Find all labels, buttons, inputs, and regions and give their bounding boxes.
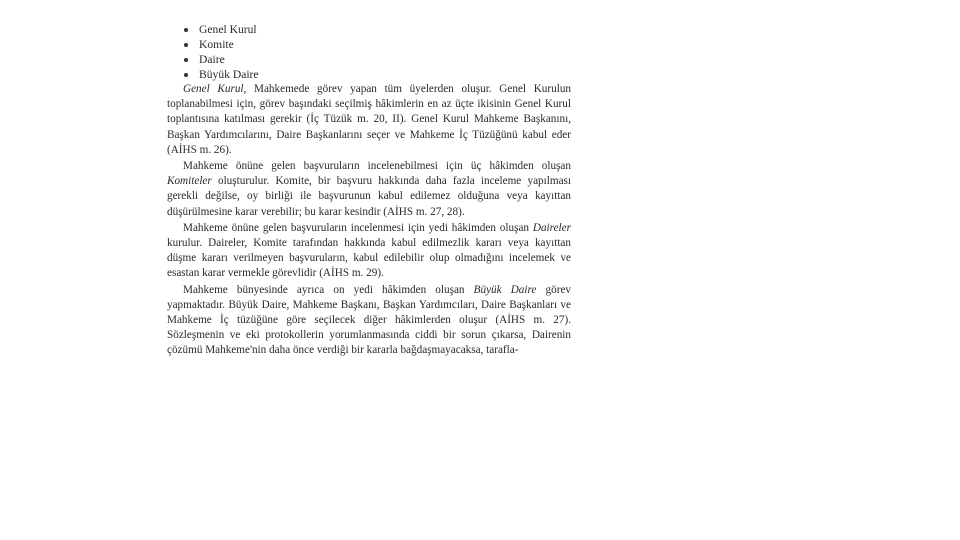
- paragraph-text: Mahkemede görev yapan tüm üyelerden oluşur. Genel Kurulun toplanabilmesi için, görev başındaki seçilmiş hâkimlerin en az üçte ikisinin Genel Kurul toplantısına katılması gerekir (İç Tüzük m. 20, II). Genel Kurul Mahkeme Başkanını, Başkan Yardımcılarını, Daire Başkanlarını seçer ve Mahkeme İç Tüzüğünü kabul eder (AİHS m. 26).: [167, 83, 572, 156]
- bullet-list: [183, 22, 259, 82]
- paragraph-text: Mahkeme bünyesinde ayrıca on yedi hâkimden oluşan: [183, 283, 474, 296]
- paragraph-text: oluşturulur. Komite, bir başvuru hakkında daha fazla inceleme yapılması gerekli değilse, oy birliği ile başvurunun kabul edilemez olduğuna veya kayıttan düşürülmesine karar verebilir; bu karar kesindir (AİHS m. 27, 28).: [167, 175, 571, 218]
- paragraph-text: kurulur. Daireler, Komite tarafından hakkında kabul edilmezlik kararı veya kayıttan düşme kararı verilmeyen başvuruların, kabul edilebilir olup olmadığını incelemek ve esastan karar vermekle görevlidir (AİHS m. 29).: [167, 237, 571, 280]
- term-italic: Genel Kurul,: [183, 83, 247, 95]
- body-text: [167, 82, 571, 359]
- bullet-item: Büyük Daire: [183, 67, 259, 82]
- paragraph-text: Mahkeme önüne gelen başvuruların incelenmesi için yedi hâkimden oluşan: [183, 221, 533, 234]
- paragraph-daireler: [167, 221, 571, 282]
- term-italic: Büyük Daire: [473, 283, 537, 296]
- paragraph-text: görev yapmaktadır. Büyük Daire, Mahkeme Başkanı, Başkan Yardımcıları, Daire Başkanları ve Mahkeme İç tüzüğüne göre seçilecek diğer hâkimlerden oluşur (AİHS m. 27). Sözleşmenin ve eki protokollerin yorumlanmasında ciddi bir sorun çıkarsa, Dairenin çözümü Mahkeme'nin daha önce verdiği bir kararla bağdaşmayacaksa, tarafla-: [167, 283, 571, 357]
- bullet-item: Genel Kurul: [183, 22, 259, 37]
- paragraph-komiteler: [167, 159, 571, 220]
- bullet-item: Komite: [183, 37, 259, 52]
- paragraph-genel-kurul: [167, 82, 571, 158]
- term-italic: Daireler: [532, 221, 571, 234]
- paragraph-buyuk-daire: [167, 283, 571, 359]
- term-italic: Komiteler: [167, 175, 212, 188]
- bullet-item: Daire: [183, 52, 259, 67]
- paragraph-text: Mahkeme önüne gelen başvuruların incelenebilmesi için üç hâkimden oluşan: [183, 160, 571, 173]
